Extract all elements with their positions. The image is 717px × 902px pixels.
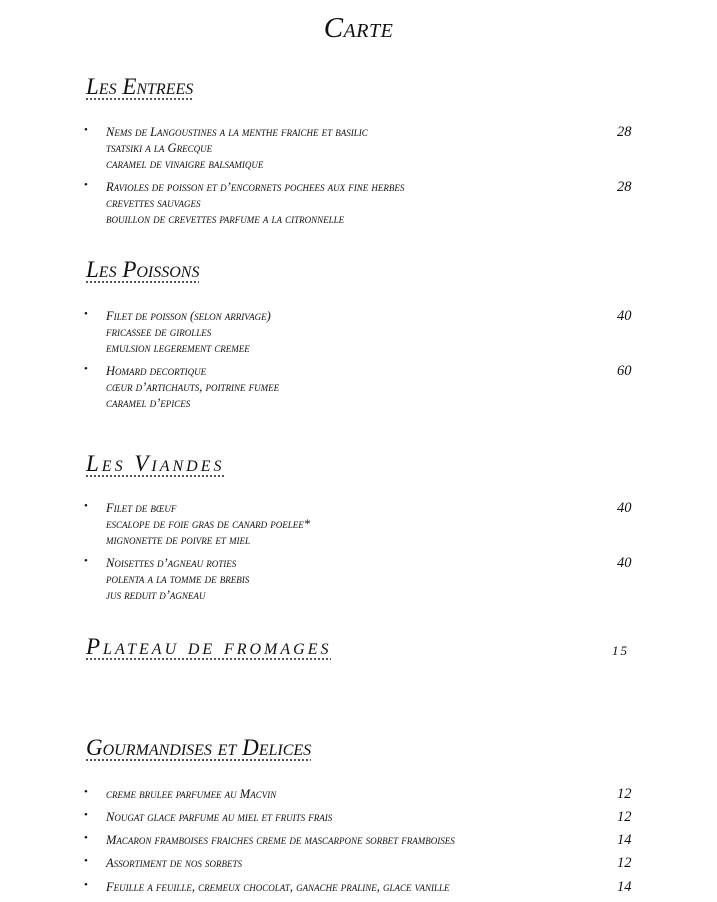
item-price: 40 xyxy=(617,555,632,571)
item-line: jus reduit d’agneau xyxy=(106,588,206,602)
bullet-icon: • xyxy=(84,500,88,512)
bullet-icon: • xyxy=(84,855,88,867)
item-line: Filet de bœuf xyxy=(106,501,177,515)
bullet-icon: • xyxy=(84,124,88,136)
item-line: Filet de poisson (selon arrivage) xyxy=(106,309,271,323)
bullet-icon: • xyxy=(84,879,88,891)
item-price: 40 xyxy=(617,308,632,324)
bullet-icon: • xyxy=(84,786,88,798)
item-line: creme brulee parfumee au Macvin xyxy=(106,787,277,801)
item-line: Macaron framboises fraiches creme de mascarpone sorbet framboises xyxy=(106,833,455,847)
page-title: Carte xyxy=(323,12,394,44)
item-line: caramel de vinaigre balsamique xyxy=(106,157,264,171)
item-line: mignonette de poivre et miel xyxy=(106,533,250,547)
item-line: Assortiment de nos sorbets xyxy=(106,856,243,870)
bullet-icon: • xyxy=(84,555,88,567)
section-title-entrees: Les Entrees xyxy=(86,74,194,99)
bullet-icon: • xyxy=(84,363,88,375)
item-price: 12 xyxy=(617,809,632,825)
item-line: bouillon de crevettes parfume a la citronnelle xyxy=(106,212,345,226)
bullet-icon: • xyxy=(84,832,88,844)
section-title-fromages: Plateau de fromages xyxy=(86,634,332,659)
item-line: Nems de Langoustines a la menthe fraiche et basilic xyxy=(106,125,368,139)
bullet-icon: • xyxy=(84,809,88,821)
item-price: 12 xyxy=(617,786,632,802)
item-line: tsatsiki a la Grecque xyxy=(106,141,213,155)
fromages-price: 15 xyxy=(612,643,629,658)
item-line: emulsion legerement cremee xyxy=(106,341,250,355)
item-line: Nougat glace parfume au miel et fruits frais xyxy=(106,810,333,824)
item-line: Homard decortique xyxy=(106,364,207,378)
item-price: 14 xyxy=(617,879,632,895)
section-title-poissons: Les Poissons xyxy=(86,257,200,282)
item-price: 28 xyxy=(617,124,632,140)
item-line: fricassee de girolles xyxy=(106,325,212,339)
section-title-viandes: Les Viandes xyxy=(86,451,225,476)
item-line: polenta a la tomme de brebis xyxy=(106,572,250,586)
item-price: 14 xyxy=(617,832,632,848)
item-line: crevettes sauvages xyxy=(106,196,201,210)
item-line: caramel d’epices xyxy=(106,396,191,410)
item-price: 12 xyxy=(617,855,632,871)
item-line: escalope de foie gras de canard poelee* xyxy=(106,517,310,531)
item-price: 60 xyxy=(617,363,632,379)
item-line: Ravioles de poisson et d’encornets pochees aux fine herbes xyxy=(106,180,405,194)
item-price: 40 xyxy=(617,500,632,516)
bullet-icon: • xyxy=(84,179,88,191)
item-line: Feuille a feuille, cremeux chocolat, ganache praline, glace vanille xyxy=(106,880,450,894)
bullet-icon: • xyxy=(84,308,88,320)
section-title-desserts: Gourmandises et Delices xyxy=(86,735,312,760)
item-price: 28 xyxy=(617,179,632,195)
item-line: Noisettes d’agneau roties xyxy=(106,556,237,570)
item-line: cœur d’artichauts, poitrine fumee xyxy=(106,380,280,394)
